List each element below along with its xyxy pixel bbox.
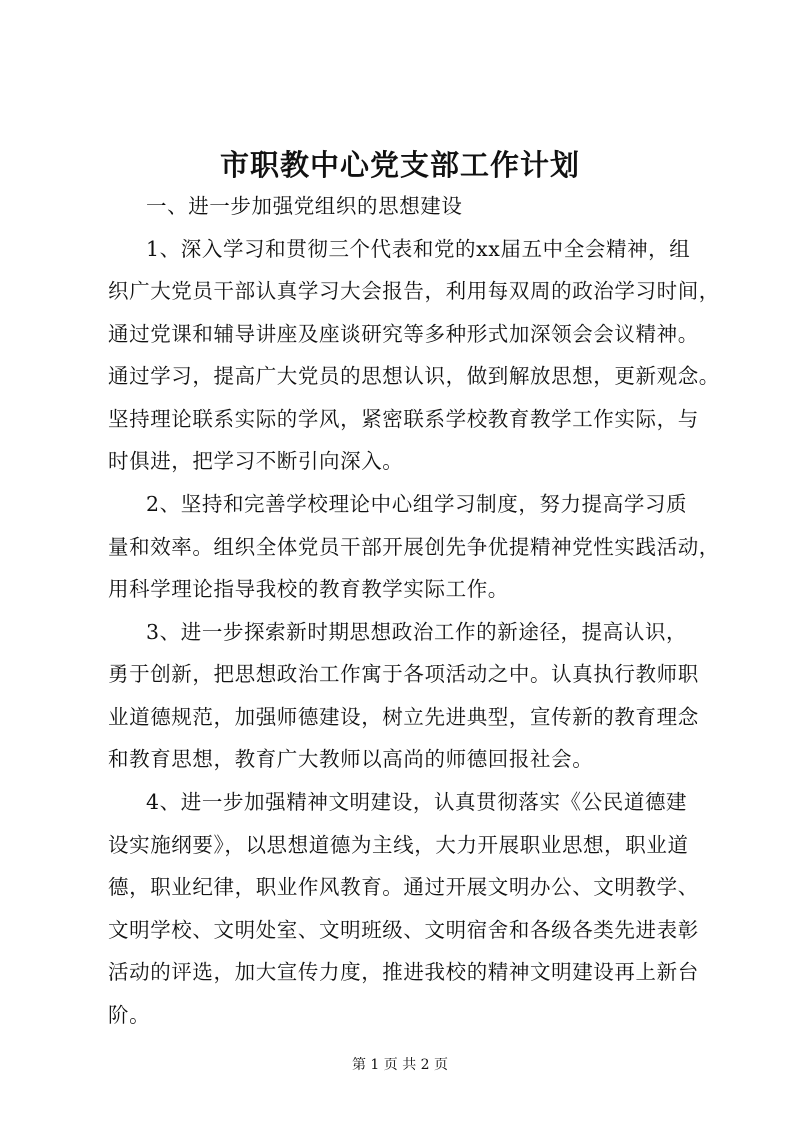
page-footer: 第 1 页 共 2 页: [351, 1057, 449, 1073]
paragraph-line: 设实施纲要》，以思想道德为主线，大力开展职业思想，职业道: [108, 833, 689, 857]
paragraph-line: 时俱进，把学习不断引向深入。: [108, 449, 404, 473]
paragraph-line: 坚持理论联系实际的学风，紧密联系学校教育教学工作实际，与: [108, 407, 699, 431]
paragraph-line: 业道德规范，加强师德建设，树立先进典型，宣传新的教育理念: [108, 705, 699, 729]
paragraph-line: 活动的评选，加大宣传力度，推进我校的精神文明建设再上新台: [108, 960, 699, 984]
paragraph-line: 量和效率。组织全体党员干部开展创先争优提精神党性实践活动，: [108, 535, 720, 559]
paragraph-line: 用科学理论指导我校的教育教学实际工作。: [108, 577, 509, 601]
paragraph-line: 4、进一步加强精神文明建设，认真贯彻落实《公民道德建: [146, 790, 688, 814]
paragraph-line: 德，职业纪律，职业作风教育。通过开展文明办公、文明教学、: [108, 875, 699, 899]
paragraph-line: 和教育思想，教育广大教师以高尚的师德回报社会。: [108, 747, 594, 771]
paragraph-line: 通过学习，提高广大党员的思想认识，做到解放思想，更新观念。: [108, 364, 720, 388]
paragraph-line: 3、进一步探索新时期思想政治工作的新途径，提高认识，: [146, 620, 688, 644]
paragraph-line: 1、深入学习和贯彻三个代表和党的xx届五中全会精神，组: [146, 237, 691, 261]
section-heading: 一、进一步加强党组织的思想建设: [146, 194, 463, 218]
paragraph-line: 勇于创新，把思想政治工作寓于各项活动之中。认真执行教师职: [108, 662, 699, 686]
paragraph-line: 通过党课和辅导讲座及座谈研究等多种形式加深领会会议精神。: [108, 322, 699, 346]
paragraph-line: 2、坚持和完善学校理论中心组学习制度，努力提高学习质: [146, 492, 688, 516]
paragraph-line: 文明学校、文明处室、文明班级、文明宿舍和各级各类先进表彰: [108, 918, 699, 942]
paragraph-line: 织广大党员干部认真学习大会报告，利用每双周的政治学习时间，: [108, 279, 720, 303]
page-title: 市职教中心党支部工作计划: [219, 148, 580, 182]
paragraph-line: 阶。: [108, 1003, 151, 1027]
